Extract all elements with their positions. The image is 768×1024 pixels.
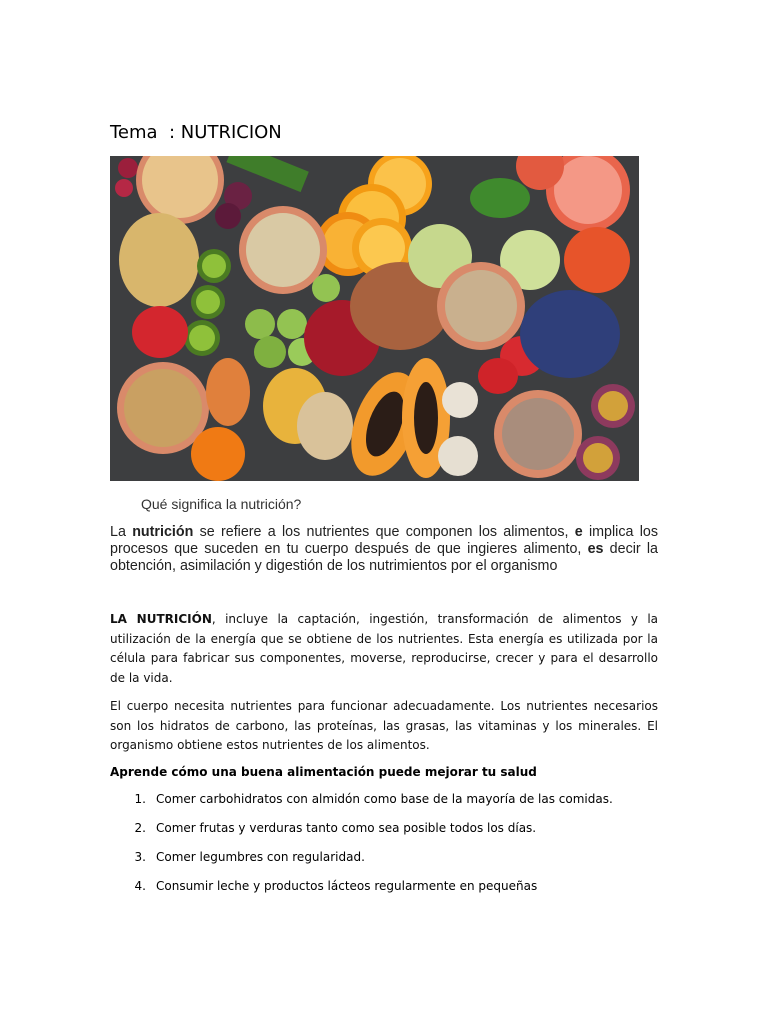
list-item-number: 3.	[134, 850, 146, 864]
definition-paragraph	[110, 524, 658, 575]
food-photo	[110, 156, 639, 481]
para2-bold: LA NUTRICIÓN	[110, 612, 212, 626]
list-item	[110, 879, 658, 908]
nutrients-paragraph: El cuerpo necesita nutrientes para funcionar adecuadamente. Los nutrientes necesarios son los hidratos de carbono, las proteínas, las grasas, las vitaminas y los minerales. El organismo obtiene estos nutrientes de los alimentos.	[110, 699, 658, 752]
list-item-text: Comer carbohidratos con almidón como base de la mayoría de las comidas.	[156, 792, 613, 806]
nutrition-paragraph	[110, 610, 658, 688]
list-item-text: Comer legumbres con regularidad.	[156, 850, 365, 864]
list-item-number: 1.	[134, 792, 146, 806]
para1-bold1: nutrición	[132, 524, 194, 540]
para2-text: , incluye la captación, ingestión, transformación de alimentos y la utilización de la energía que se obtiene de los nutrientes. Esta energía es utilizada por la célula para fabricar sus componentes, moverse, reproducirse, crecer y para el desarrollo de la vida.	[110, 612, 659, 685]
para1-text2: se refiere a los nutrientes que componen los alimentos,	[193, 524, 575, 540]
para1-text3: implica los procesos que suceden en tu cuerpo después de que ingieres alimento,	[110, 524, 659, 557]
list-item	[110, 792, 658, 821]
list-item-number: 4.	[134, 879, 146, 893]
section-question: Qué significa la nutrición?	[141, 496, 302, 512]
para1-bold3: es	[587, 541, 604, 557]
para1-text1: La	[110, 524, 133, 540]
para1-bold2: e	[574, 524, 583, 540]
list-item-text: Comer frutas y verduras tanto como sea posible todos los días.	[156, 821, 537, 835]
list-item-number: 2.	[134, 821, 146, 835]
page-title: Tema : NUTRICION	[110, 122, 282, 143]
fruits-vegetables-photo-icon	[110, 156, 639, 481]
tips-heading: Aprende cómo una buena alimentación puede mejorar tu salud	[110, 765, 537, 779]
list-item	[110, 850, 658, 879]
list-item-text: Consumir leche y productos lácteos regularmente en pequeñas	[156, 879, 538, 893]
tips-list	[110, 792, 658, 908]
para1-text4: decir la obtención, asimilación y digestión de los nutrimientos por el organismo	[110, 541, 659, 574]
list-item	[110, 821, 658, 850]
